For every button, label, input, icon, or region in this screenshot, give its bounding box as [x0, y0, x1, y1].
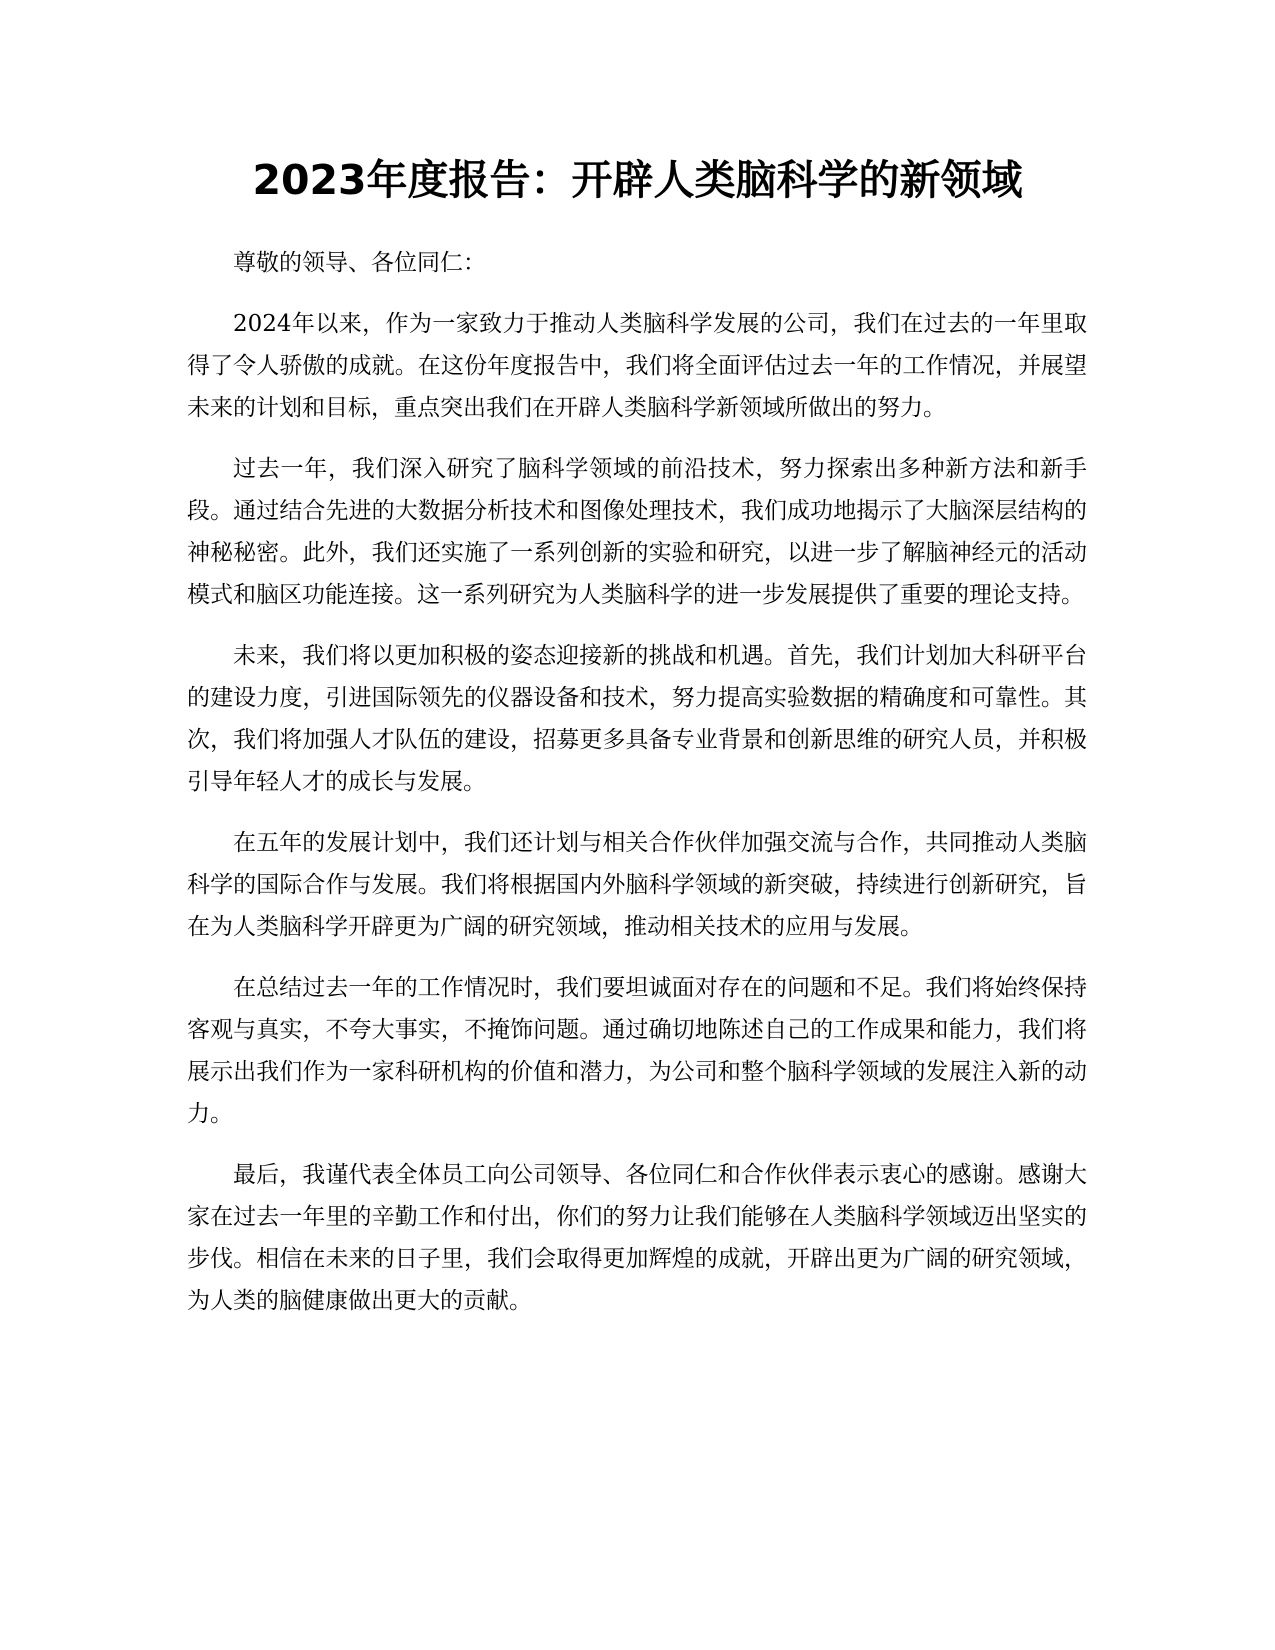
paragraph-acknowledgements: 最后，我谨代表全体员工向公司领导、各位同仁和合作伙伴表示衷心的感谢。感谢大家在过去一年里的辛勤工作和付出，你们的努力让我们能够在人类脑科学领域迈出坚实的步伐。相信在未来的日子里，我们会取得更加辉煌的成就，开辟出更为广阔的研究领域，为人类的脑健康做出更大的贡献。	[187, 1162, 1087, 1314]
paragraph-self-review: 在总结过去一年的工作情况时，我们要坦诚面对存在的问题和不足。我们将始终保持客观与真实，不夸大事实，不掩饰问题。通过确切地陈述自己的工作成果和能力，我们将展示出我们作为一家科研机构的价值和潜力，为公司和整个脑科学领域的发展注入新的动力。	[187, 975, 1087, 1127]
document-body	[187, 242, 1087, 1341]
paragraph-past-year-research: 过去一年，我们深入研究了脑科学领域的前沿技术，努力探索出多种新方法和新手段。通过结合先进的大数据分析技术和图像处理技术，我们成功地揭示了大脑深层结构的神秘秘密。此外，我们还实施了一系列创新的实验和研究，以进一步了解脑神经元的活动模式和脑区功能连接。这一系列研究为人类脑科学的进一步发展提供了重要的理论支持。	[187, 456, 1087, 608]
paragraph-five-year-plan: 在五年的发展计划中，我们还计划与相关合作伙伴加强交流与合作，共同推动人类脑科学的国际合作与发展。我们将根据国内外脑科学领域的新突破，持续进行创新研究，旨在为人类脑科学开辟更为广阔的研究领域，推动相关技术的应用与发展。	[187, 830, 1087, 940]
paragraph-intro: 2024年以来，作为一家致力于推动人类脑科学发展的公司，我们在过去的一年里取得了令人骄傲的成就。在这份年度报告中，我们将全面评估过去一年的工作情况，并展望未来的计划和目标，重点突出我们在开辟人类脑科学新领域所做出的努力。	[187, 311, 1087, 421]
paragraph-future-plans: 未来，我们将以更加积极的姿态迎接新的挑战和机遇。首先，我们计划加大科研平台的建设力度，引进国际领先的仪器设备和技术，努力提高实验数据的精确度和可靠性。其次，我们将加强人才队伍的建设，招募更多具备专业背景和创新思维的研究人员，并积极引导年轻人才的成长与发展。	[187, 643, 1087, 795]
document-title: 2023年度报告：开辟人类脑科学的新领域	[252, 156, 1023, 204]
salutation: 尊敬的领导、各位同仁：	[233, 250, 486, 276]
